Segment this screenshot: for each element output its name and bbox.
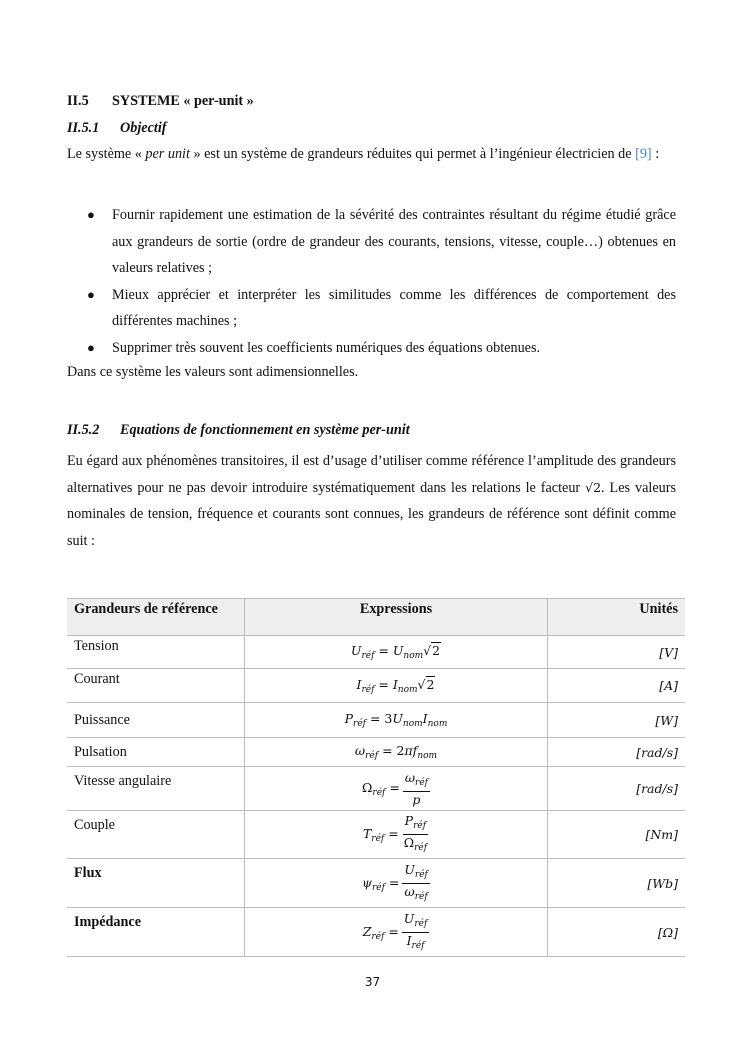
table-row bbox=[67, 738, 685, 767]
table-row bbox=[67, 703, 685, 738]
row-unit: [Ω] bbox=[548, 908, 686, 957]
bullet-icon: ● bbox=[87, 339, 95, 355]
section-number: II.5 bbox=[67, 93, 89, 109]
table-row bbox=[67, 811, 685, 859]
reference-quantities-table bbox=[67, 598, 685, 957]
intro-paragraph bbox=[67, 141, 676, 168]
column-header: Grandeurs de référence bbox=[67, 599, 245, 636]
list-item: ● Mieux apprécier et interpréter les similitudes comme les différences de comportement des différentes machines ; bbox=[67, 282, 676, 335]
row-unit: [V] bbox=[548, 636, 686, 669]
page-number: 37 bbox=[364, 975, 381, 989]
intro-text-pre: Le système « bbox=[67, 146, 146, 162]
intro-text-end: : bbox=[651, 146, 660, 162]
row-expression: $U_{réf} = U_{nom}√2$ bbox=[245, 636, 548, 669]
section-heading bbox=[67, 93, 254, 110]
table-header-row bbox=[67, 599, 685, 636]
row-unit: [rad/s] bbox=[548, 767, 686, 811]
row-unit: [Nm] bbox=[548, 811, 686, 859]
table-row bbox=[67, 859, 685, 908]
conclusion-paragraph: Dans ce système les valeurs sont adimensionnelles. bbox=[67, 364, 359, 380]
row-label: Flux bbox=[67, 859, 245, 908]
equations-paragraph: Eu égard aux phénomènes transitoires, il est d’usage d’utiliser comme référence l’amplitude des grandeurs alternatives pour ne pas devoir introduire systématiquement dans les relations le facteur √2. Les valeurs nominales de tension, fréquence et courants sont connues, les grandeurs de référence sont définit comme suit : bbox=[67, 453, 676, 549]
row-unit: [rad/s] bbox=[548, 738, 686, 767]
row-label: Couple bbox=[67, 811, 245, 859]
row-unit: [W] bbox=[548, 703, 686, 738]
sqrt-two-symbol: √2 bbox=[585, 479, 602, 495]
column-header: Expressions bbox=[245, 599, 548, 636]
citation-link[interactable]: [9] bbox=[635, 146, 652, 162]
row-expression: $\Omega_{réf}$ = $\frac{\omega_{réf}}{p}$ bbox=[245, 767, 548, 811]
row-label: Impédance bbox=[67, 908, 245, 957]
row-expression: $T_{réf}$ = $\frac{P_{réf}}{\Omega_{réf}}$ bbox=[245, 811, 548, 859]
subsection-title: Equations de fonctionnement en système per-unit bbox=[120, 422, 410, 438]
row-expression: $Z_{réf}$ = $\frac{U_{réf}}{I_{réf}}$ bbox=[245, 908, 548, 957]
row-label: Puissance bbox=[67, 703, 245, 738]
table-row bbox=[67, 636, 685, 669]
row-label: Vitesse angulaire bbox=[67, 767, 245, 811]
intro-emphasis: per unit bbox=[145, 146, 190, 162]
list-item: ● Supprimer très souvent les coefficients numériques des équations obtenues. bbox=[67, 335, 676, 362]
row-expression: $\omega_{réf} = 2\pi f_{nom}$ bbox=[245, 738, 548, 767]
subsection-title: Objectif bbox=[120, 120, 167, 136]
row-label: Tension bbox=[67, 636, 245, 669]
intro-text-post: » est un système de grandeurs réduites qui permet à l’ingénieur électricien de bbox=[189, 146, 636, 162]
list-item: ● Fournir rapidement une estimation de la sévérité des contraintes résultant du régime étudié grâce aux grandeurs de sortie (ordre de grandeur des courants, tensions, vitesse, couple…) obtenues en valeurs relatives ; bbox=[67, 202, 676, 282]
subsection-heading-objectif bbox=[67, 120, 166, 137]
table-row bbox=[67, 669, 685, 703]
table-row bbox=[67, 908, 685, 957]
row-unit: [A] bbox=[548, 669, 686, 703]
row-label: Pulsation bbox=[67, 738, 245, 767]
bullet-icon: ● bbox=[87, 207, 95, 222]
section-title: SYSTEME « per-unit » bbox=[112, 93, 254, 109]
column-header: Unités bbox=[548, 599, 686, 636]
row-expression: $\psi_{réf}$ = $\frac{U_{réf}}{\omega_{réf}}$ bbox=[245, 859, 548, 908]
subsection-heading-equations bbox=[67, 422, 410, 439]
row-unit: [Wb] bbox=[548, 859, 686, 908]
bullet-icon: ● bbox=[87, 286, 95, 302]
subsection-number: II.5.2 bbox=[67, 422, 100, 438]
table-row bbox=[67, 767, 685, 811]
row-label: Courant bbox=[67, 669, 245, 703]
row-expression: $P_{réf} = 3U_{nom}I_{nom}$ bbox=[245, 703, 548, 738]
bullet-list bbox=[67, 202, 676, 361]
subsection-number: II.5.1 bbox=[67, 120, 100, 136]
row-expression: $I_{réf} = I_{nom}√2$ bbox=[245, 669, 548, 703]
